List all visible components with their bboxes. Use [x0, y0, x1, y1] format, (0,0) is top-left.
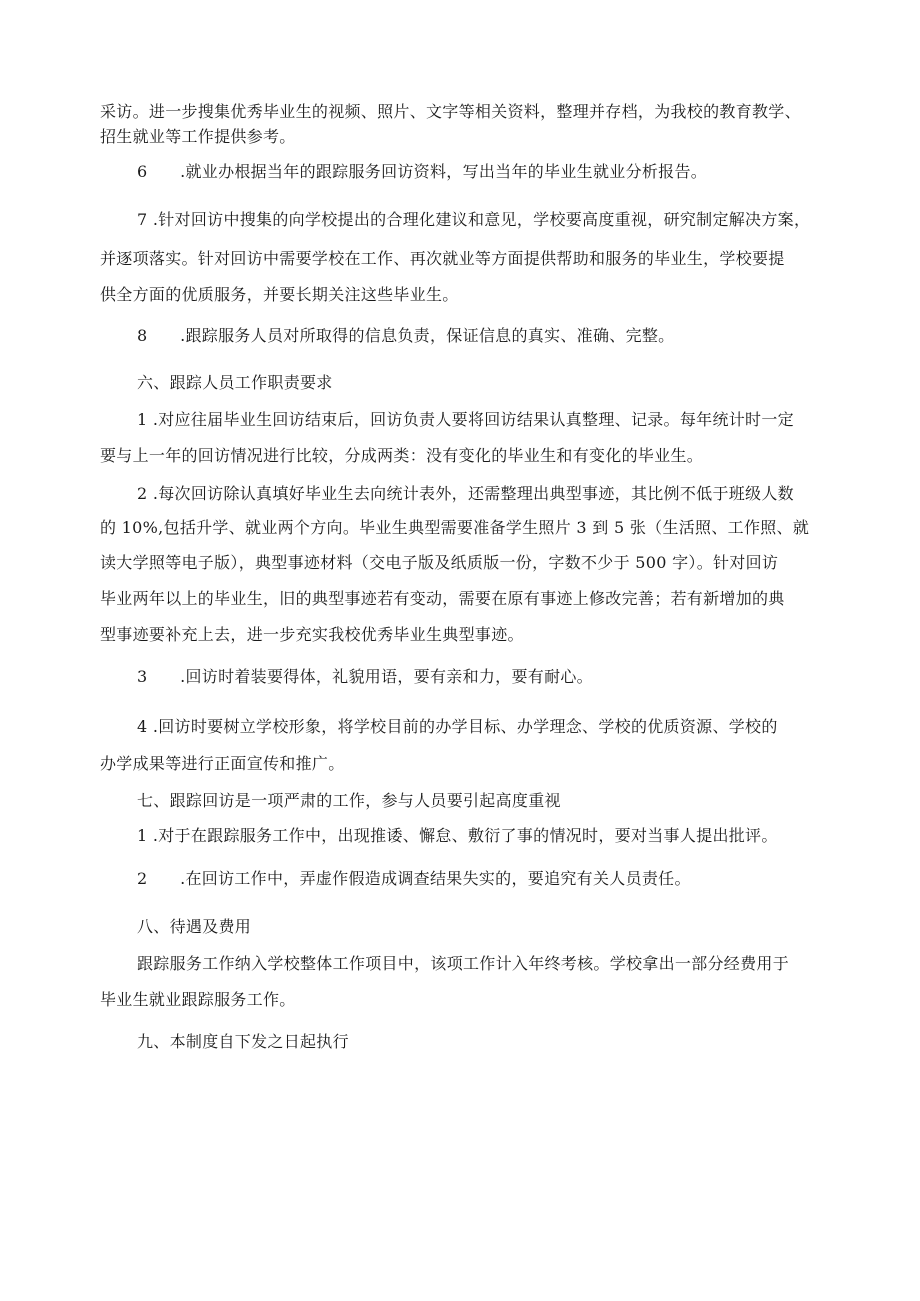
text-line: 毕业生就业跟踪服务工作。: [100, 990, 296, 1009]
section-heading: 六、跟踪人员工作职责要求: [137, 373, 333, 392]
text-line: 的 10%,包括升学、就业两个方向。毕业生典型需要准备学生照片 3 到 5 张（生活照、工作照、就: [100, 518, 810, 537]
text-line: 读大学照等电子版），典型事迹材料（交电子版及纸质版一份，字数不少于 500 字）。针对回访: [100, 553, 779, 572]
section-heading: 九、本制度自下发之日起执行: [137, 1032, 349, 1051]
section-heading: 七、跟踪回访是一项严肃的工作，参与人员要引起高度重视: [137, 791, 561, 810]
text-line: 1 .对于在跟踪服务工作中，出现推诿、懈怠、敷衍了事的情况时，要对当事人提出批评。: [137, 826, 778, 845]
text-line: 4 .回访时要树立学校形象，将学校目前的办学目标、办学理念、学校的优质资源、学校的: [137, 717, 778, 736]
text-line: 跟踪服务工作纳入学校整体工作项目中，该项工作计入年终考核。学校拿出一部分经费用于: [137, 954, 790, 973]
text-line: 毕业两年以上的毕业生，旧的典型事迹若有变动，需要在原有事迹上修改完善；若有新增加的典: [100, 589, 785, 608]
text-line: 采访。进一步搜集优秀毕业生的视频、照片、文字等相关资料，整理并存档，为我校的教育教学、: [100, 102, 801, 121]
text-line: 8 .跟踪服务人员对所取得的信息负责，保证信息的真实、准确、完整。: [137, 326, 675, 345]
text-line: 并逐项落实。针对回访中需要学校在工作、再次就业等方面提供帮助和服务的毕业生，学校要提: [100, 249, 785, 268]
section-heading: 八、待遇及费用: [137, 917, 252, 936]
text-line: 办学成果等进行正面宣传和推广。: [100, 754, 345, 773]
text-line: 1 .对应往届毕业生回访结束后，回访负责人要将回访结果认真整理、记录。每年统计时一定: [137, 410, 794, 429]
text-line: 3 .回访时着装要得体，礼貌用语，要有亲和力，要有耐心。: [137, 667, 593, 686]
text-line: 招生就业等工作提供参考。: [100, 127, 296, 146]
text-line: 6 .就业办根据当年的跟踪服务回访资料，写出当年的毕业生就业分析报告。: [137, 162, 708, 181]
text-line: 供全方面的优质服务，并要长期关注这些毕业生。: [100, 285, 459, 304]
text-line: 2 .在回访工作中，弄虚作假造成调查结果失实的，要追究有关人员责任。: [137, 869, 691, 888]
text-line: 型事迹要补充上去，进一步充实我校优秀毕业生典型事迹。: [100, 625, 524, 644]
text-line: 2 .每次回访除认真填好毕业生去向统计表外，还需整理出典型事迹，其比例不低于班级人数: [137, 484, 794, 503]
text-line: 要与上一年的回访情况进行比较，分成两类：没有变化的毕业生和有变化的毕业生。: [100, 446, 704, 465]
text-line: 7 .针对回访中搜集的向学校提出的合理化建议和意见，学校要高度重视，研究制定解决方案，: [137, 210, 811, 229]
